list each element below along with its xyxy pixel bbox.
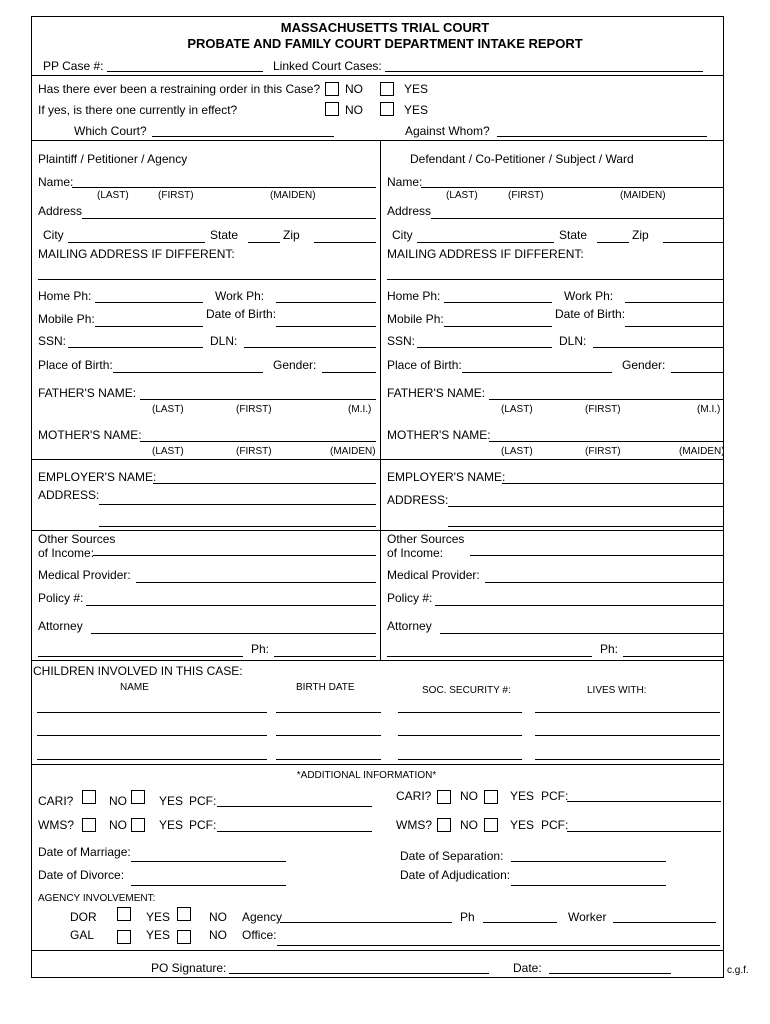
child-ssn-field[interactable] xyxy=(398,735,522,736)
left-pob-field[interactable] xyxy=(113,372,263,373)
right-ssn-label: SSN: xyxy=(387,334,416,348)
office-label: Office: xyxy=(242,928,277,942)
left-father-mi-caption: (M.I.) xyxy=(348,404,372,415)
right-address-label: Address xyxy=(387,204,432,218)
right-father-label: FATHER'S NAME: xyxy=(387,386,486,400)
left-maiden-caption: (MAIDEN) xyxy=(270,190,316,201)
left-other-src-label: Other Sources xyxy=(38,532,116,546)
date-label: Date: xyxy=(513,961,542,975)
form-subtitle: PROBATE AND FAMILY COURT DEPARTMENT INTAKE REPORT xyxy=(187,36,583,51)
against-whom-label: Against Whom? xyxy=(405,124,490,138)
left-mobile-ph-field[interactable] xyxy=(95,326,203,327)
left-name-field[interactable] xyxy=(72,187,376,188)
column-divider xyxy=(380,140,381,660)
child-lives-field[interactable] xyxy=(535,735,720,736)
left-wms-no-label: NO xyxy=(109,818,127,832)
right-first-caption: (FIRST) xyxy=(508,190,544,201)
left-address-label: Address xyxy=(38,204,83,218)
gal-yes-label: YES xyxy=(146,928,171,942)
initials: c.g.f. xyxy=(727,965,749,976)
left-cari-no-label: NO xyxy=(109,794,127,808)
left-mother-field[interactable] xyxy=(140,441,376,442)
right-wms-pcf-label: PCF: xyxy=(541,818,569,832)
marriage-field[interactable] xyxy=(131,861,286,862)
divider xyxy=(380,459,724,460)
left-wms-no-checkbox[interactable] xyxy=(82,818,96,832)
effect-yes-checkbox[interactable] xyxy=(380,102,394,116)
right-other-src-label-2: of Income: xyxy=(387,546,444,560)
right-city-field[interactable] xyxy=(417,242,554,243)
restraining-yes-checkbox[interactable] xyxy=(380,82,394,96)
left-employer-label: EMPLOYER'S NAME: xyxy=(38,470,157,484)
form-title: MASSACHUSETTS TRIAL COURT xyxy=(280,20,490,35)
left-father-last-caption: (LAST) xyxy=(152,404,184,415)
child-birth-field[interactable] xyxy=(276,735,381,736)
left-attorney-field[interactable] xyxy=(91,633,376,634)
left-work-ph-field[interactable] xyxy=(276,302,376,303)
left-mother-maiden-caption: (MAIDEN) xyxy=(330,446,376,457)
left-cari-yes-checkbox[interactable] xyxy=(131,790,145,804)
right-state-label: State xyxy=(559,228,588,242)
left-city-label: City xyxy=(43,228,64,242)
left-attorney-ph-field[interactable] xyxy=(274,656,376,657)
gal-no-label: NO xyxy=(209,928,227,942)
right-mailing-label: MAILING ADDRESS IF DIFFERENT: xyxy=(387,247,584,261)
right-wms-yes-checkbox[interactable] xyxy=(484,818,498,832)
office-field[interactable] xyxy=(277,945,720,946)
divider xyxy=(31,764,724,765)
left-home-ph-field[interactable] xyxy=(95,302,203,303)
right-gender-label: Gender: xyxy=(622,358,666,372)
right-work-ph-label: Work Ph: xyxy=(564,289,614,303)
right-attorney-field-2[interactable] xyxy=(387,656,592,657)
child-lives-field[interactable] xyxy=(535,759,720,760)
left-state-field[interactable] xyxy=(248,242,280,243)
right-dob-field[interactable] xyxy=(625,326,724,327)
effect-no-checkbox[interactable] xyxy=(325,102,339,116)
left-father-first-caption: (FIRST) xyxy=(236,404,272,415)
right-medical-label: Medical Provider: xyxy=(387,568,480,582)
left-emp-address-field-2[interactable] xyxy=(99,526,376,527)
right-name-field[interactable] xyxy=(421,187,724,188)
restraining-question: Has there ever been a restraining order in this Case? xyxy=(38,82,321,96)
right-mother-field[interactable] xyxy=(489,441,724,442)
left-home-ph-label: Home Ph: xyxy=(38,289,92,303)
worker-label: Worker xyxy=(568,910,607,924)
left-first-caption: (FIRST) xyxy=(158,190,194,201)
left-heading: Plaintiff / Petitioner / Agency xyxy=(38,152,188,166)
agency-ph-label: Ph xyxy=(460,910,475,924)
left-dln-field[interactable] xyxy=(244,347,376,348)
right-pob-field[interactable] xyxy=(462,372,612,373)
child-name-field[interactable] xyxy=(37,712,267,713)
right-gender-field[interactable] xyxy=(671,372,724,373)
child-lives-field[interactable] xyxy=(535,712,720,713)
left-employer-field[interactable] xyxy=(153,483,376,484)
dor-yes-label: YES xyxy=(146,910,171,924)
right-emp-address-label: ADDRESS: xyxy=(387,493,449,507)
divorce-field[interactable] xyxy=(131,885,286,886)
right-home-ph-label: Home Ph: xyxy=(387,289,441,303)
left-policy-field[interactable] xyxy=(86,605,376,606)
marriage-label: Date of Marriage: xyxy=(38,845,131,859)
left-mother-label: MOTHER'S NAME: xyxy=(38,428,142,442)
child-ssn-field[interactable] xyxy=(398,712,522,713)
right-employer-field[interactable] xyxy=(502,483,724,484)
right-wms-yes-label: YES xyxy=(510,818,535,832)
divider xyxy=(31,459,380,460)
right-cari-label: CARI? xyxy=(396,789,432,803)
children-col-name: NAME xyxy=(120,682,149,693)
separation-label: Date of Separation: xyxy=(400,849,504,863)
right-last-caption: (LAST) xyxy=(446,190,478,201)
right-name-label: Name: xyxy=(387,175,423,189)
child-name-field[interactable] xyxy=(37,759,267,760)
gal-no-checkbox[interactable] xyxy=(177,930,191,944)
divider xyxy=(31,660,724,661)
right-mother-first-caption: (FIRST) xyxy=(585,446,621,457)
agency-heading: AGENCY INVOLVEMENT: xyxy=(38,893,156,904)
right-father-field[interactable] xyxy=(489,399,724,400)
children-col-ssn: SOC. SECURITY #: xyxy=(422,685,511,696)
additional-heading: *ADDITIONAL INFORMATION* xyxy=(296,770,437,781)
divider xyxy=(31,950,724,951)
children-col-birth: BIRTH DATE xyxy=(296,682,355,693)
right-mobile-ph-field[interactable] xyxy=(444,326,552,327)
left-mailing-label: MAILING ADDRESS IF DIFFERENT: xyxy=(38,247,235,261)
left-medical-label: Medical Provider: xyxy=(38,568,131,582)
dor-no-checkbox[interactable] xyxy=(177,907,191,921)
separation-field[interactable] xyxy=(511,861,666,862)
right-employer-label: EMPLOYER'S NAME: xyxy=(387,470,506,484)
divider xyxy=(31,530,380,531)
right-attorney-field[interactable] xyxy=(440,633,724,634)
child-ssn-field[interactable] xyxy=(398,759,522,760)
left-other-src-field[interactable] xyxy=(93,555,376,556)
left-mother-last-caption: (LAST) xyxy=(152,446,184,457)
left-gender-field[interactable] xyxy=(322,372,376,373)
right-dob-label: Date of Birth: xyxy=(555,307,626,321)
left-cari-pcf-field[interactable] xyxy=(217,806,372,807)
pp-case-field[interactable] xyxy=(107,71,263,72)
right-father-last-caption: (LAST) xyxy=(501,404,533,415)
left-ssn-label: SSN: xyxy=(38,334,67,348)
child-birth-field[interactable] xyxy=(276,712,381,713)
left-father-label: FATHER'S NAME: xyxy=(38,386,137,400)
divorce-label: Date of Divorce: xyxy=(38,868,125,882)
worker-field[interactable] xyxy=(613,922,716,923)
left-zip-label: Zip xyxy=(283,228,300,242)
right-maiden-caption: (MAIDEN) xyxy=(620,190,666,201)
divider xyxy=(380,530,724,531)
left-ssn-field[interactable] xyxy=(68,347,203,348)
right-address-field[interactable] xyxy=(431,218,724,219)
left-gender-label: Gender: xyxy=(273,358,317,372)
restraining-no-label: NO xyxy=(345,82,363,96)
effect-question: If yes, is there one currently in effect? xyxy=(38,103,238,117)
left-wms-pcf-field[interactable] xyxy=(217,831,372,832)
left-father-field[interactable] xyxy=(140,399,376,400)
left-other-src-label-2: of Income: xyxy=(38,546,95,560)
child-birth-field[interactable] xyxy=(276,759,381,760)
adjudication-field[interactable] xyxy=(511,885,666,886)
left-state-label: State xyxy=(210,228,239,242)
dor-no-label: NO xyxy=(209,910,227,924)
right-cari-pcf-label: PCF: xyxy=(541,789,569,803)
left-cari-yes-label: YES xyxy=(159,794,184,808)
right-father-first-caption: (FIRST) xyxy=(585,404,621,415)
left-emp-address-field[interactable] xyxy=(99,504,376,505)
agency-label: Agency xyxy=(242,910,283,924)
against-whom-field[interactable] xyxy=(497,136,707,137)
right-emp-address-field-2[interactable] xyxy=(448,526,724,527)
left-emp-address-label: ADDRESS: xyxy=(38,488,100,502)
right-cari-pcf-field[interactable] xyxy=(567,801,721,802)
right-state-field[interactable] xyxy=(597,242,629,243)
left-attorney-label: Attorney xyxy=(38,619,83,633)
right-medical-field[interactable] xyxy=(485,582,724,583)
restraining-yes-label: YES xyxy=(404,82,429,96)
agency-field[interactable] xyxy=(280,922,452,923)
left-wms-yes-label: YES xyxy=(159,818,184,832)
agency-ph-field[interactable] xyxy=(483,922,557,923)
right-cari-yes-label: YES xyxy=(510,789,535,803)
right-attorney-ph-label: Ph: xyxy=(600,642,619,656)
adjudication-label: Date of Adjudication: xyxy=(400,868,511,882)
right-mother-maiden-caption: (MAIDEN) xyxy=(679,446,725,457)
left-mobile-ph-label: Mobile Ph: xyxy=(38,312,95,326)
left-zip-field[interactable] xyxy=(314,242,376,243)
right-cari-no-checkbox[interactable] xyxy=(437,790,451,804)
left-cari-pcf-label: PCF: xyxy=(189,794,217,808)
right-ssn-field[interactable] xyxy=(417,347,552,348)
left-attorney-field-2[interactable] xyxy=(38,656,243,657)
pp-case-label: PP Case #: xyxy=(43,59,104,73)
left-name-label: Name: xyxy=(38,175,74,189)
right-attorney-ph-field[interactable] xyxy=(623,656,724,657)
right-pob-label: Place of Birth: xyxy=(387,358,462,372)
divider xyxy=(31,140,724,141)
right-work-ph-field[interactable] xyxy=(625,302,724,303)
right-zip-label: Zip xyxy=(632,228,649,242)
children-col-lives: LIVES WITH: xyxy=(587,685,647,696)
left-last-caption: (LAST) xyxy=(97,190,129,201)
left-attorney-ph-label: Ph: xyxy=(251,642,270,656)
gal-yes-checkbox[interactable] xyxy=(117,930,131,944)
right-mother-last-caption: (LAST) xyxy=(501,446,533,457)
right-cari-yes-checkbox[interactable] xyxy=(484,790,498,804)
dor-label: DOR xyxy=(70,910,97,924)
divider xyxy=(31,75,724,76)
right-cari-no-label: NO xyxy=(460,789,478,803)
left-wms-label: WMS? xyxy=(38,818,74,832)
left-pob-label: Place of Birth: xyxy=(38,358,113,372)
right-dln-label: DLN: xyxy=(559,334,587,348)
left-work-ph-label: Work Ph: xyxy=(215,289,265,303)
right-heading: Defendant / Co-Petitioner / Subject / Ward xyxy=(410,152,634,166)
right-zip-field[interactable] xyxy=(663,242,724,243)
right-wms-no-checkbox[interactable] xyxy=(437,818,451,832)
child-name-field[interactable] xyxy=(37,735,267,736)
right-city-label: City xyxy=(392,228,413,242)
left-mother-first-caption: (FIRST) xyxy=(236,446,272,457)
po-signature-label: PO Signature: xyxy=(151,961,227,975)
po-signature-field[interactable] xyxy=(229,973,489,974)
right-policy-label: Policy #: xyxy=(387,591,433,605)
left-policy-label: Policy #: xyxy=(38,591,84,605)
right-mother-label: MOTHER'S NAME: xyxy=(387,428,491,442)
left-city-field[interactable] xyxy=(68,242,205,243)
right-mobile-ph-label: Mobile Ph: xyxy=(387,312,444,326)
gal-label: GAL xyxy=(70,928,95,942)
left-dob-field[interactable] xyxy=(276,326,376,327)
effect-yes-label: YES xyxy=(404,103,429,117)
linked-cases-field[interactable] xyxy=(385,71,703,72)
which-court-label: Which Court? xyxy=(74,124,147,138)
linked-cases-label: Linked Court Cases: xyxy=(273,59,382,73)
right-home-ph-field[interactable] xyxy=(444,302,552,303)
dor-yes-checkbox[interactable] xyxy=(117,907,131,921)
right-attorney-label: Attorney xyxy=(387,619,432,633)
right-wms-pcf-field[interactable] xyxy=(567,831,721,832)
left-wms-pcf-label: PCF: xyxy=(189,818,217,832)
left-address-field[interactable] xyxy=(82,218,376,219)
right-emp-address-field[interactable] xyxy=(448,506,724,507)
right-policy-field[interactable] xyxy=(435,605,724,606)
children-heading: CHILDREN INVOLVED IN THIS CASE: xyxy=(33,664,243,678)
which-court-field[interactable] xyxy=(152,136,334,137)
right-dln-field[interactable] xyxy=(593,347,724,348)
left-cari-no-checkbox[interactable] xyxy=(82,790,96,804)
left-dln-label: DLN: xyxy=(210,334,238,348)
date-field[interactable] xyxy=(549,973,671,974)
right-other-src-label: Other Sources xyxy=(387,532,465,546)
restraining-no-checkbox[interactable] xyxy=(325,82,339,96)
effect-no-label: NO xyxy=(345,103,363,117)
right-father-mi-caption: (M.I.) xyxy=(697,404,721,415)
left-wms-yes-checkbox[interactable] xyxy=(131,818,145,832)
left-mailing-field[interactable] xyxy=(38,279,376,280)
right-wms-no-label: NO xyxy=(460,818,478,832)
left-medical-field[interactable] xyxy=(136,582,376,583)
right-wms-label: WMS? xyxy=(396,818,432,832)
right-mailing-field[interactable] xyxy=(387,279,724,280)
right-other-src-field[interactable] xyxy=(470,555,724,556)
left-dob-label: Date of Birth: xyxy=(206,307,277,321)
left-cari-label: CARI? xyxy=(38,794,74,808)
